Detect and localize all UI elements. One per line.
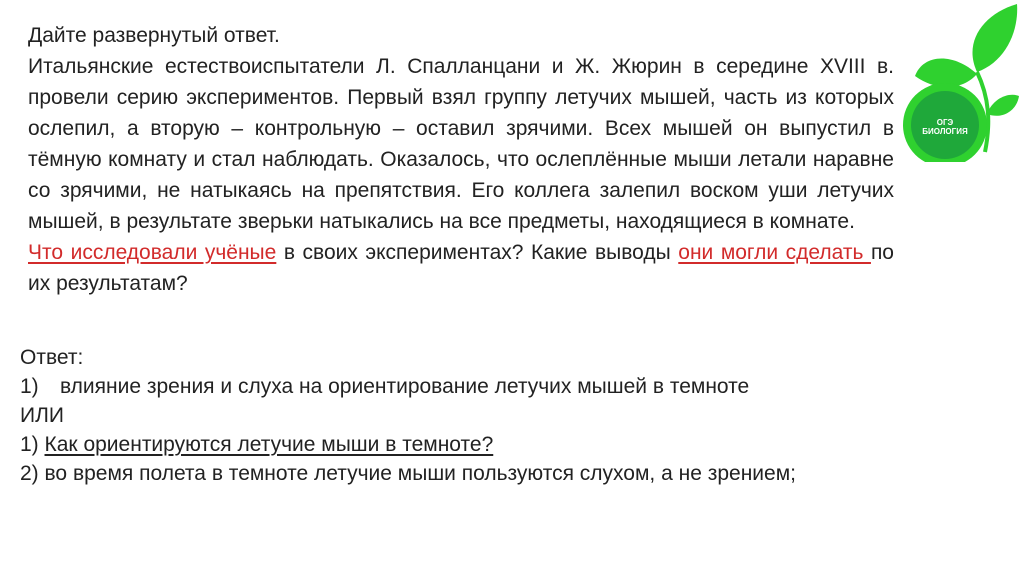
answer-block xyxy=(20,343,920,488)
task-highlight-2: они могли сделать xyxy=(678,241,871,264)
question-body: Итальянские естествоиспытатели Л. Спалланцани и Ж. Жюрин в середине XVIII в. провели серию экспериментов. Первый взял группу летучих мышей, часть из которых ослепил, а вторую – контрольную – оставил зрячими. Всех мышей он выпустил в тёмную комнату и стал наблюдать. Оказалось, что ослеплённые мыши летали наравне со зрячими, не натыкаясь на препятствия. Его коллега залепил воском уши летучих мышей, в результате зверьки натыкались на все предметы, находящиеся в комнате. xyxy=(28,55,894,233)
answer-item-1b xyxy=(20,430,920,459)
logo-leaf-left xyxy=(915,58,977,87)
answer-item-1-number: 1) xyxy=(20,375,39,398)
oge-biology-logo xyxy=(893,2,1019,162)
question-block xyxy=(28,20,894,299)
task-text-1: в своих экспериментах? Какие выводы xyxy=(276,241,679,264)
answer-item-1-text: влияние зрения и слуха на ориентирование летучих мышей в темноте xyxy=(60,375,750,398)
question-heading: Дайте развернутый ответ. xyxy=(28,24,280,47)
logo-leaf-top xyxy=(972,4,1017,72)
answer-or: ИЛИ xyxy=(20,404,64,427)
logo-line-2: БИОЛОГИЯ xyxy=(922,127,968,136)
answer-label: Ответ: xyxy=(20,346,84,369)
logo-leaf-right xyxy=(987,95,1019,116)
answer-item-2: 2) во время полета в темноте летучие мыши пользуются слухом, а не зрением; xyxy=(20,462,796,485)
answer-item-1b-number: 1) xyxy=(20,433,45,456)
logo-line-1: ОГЭ xyxy=(936,118,954,127)
logo-text xyxy=(904,118,986,136)
answer-item-1 xyxy=(20,372,920,401)
task-highlight-1: Что исследовали учёные xyxy=(28,241,277,264)
answer-item-1b-text: Как ориентируются летучие мыши в темноте? xyxy=(44,433,494,456)
task-text-2: по их результатам? xyxy=(28,241,894,295)
question-task xyxy=(28,237,894,299)
